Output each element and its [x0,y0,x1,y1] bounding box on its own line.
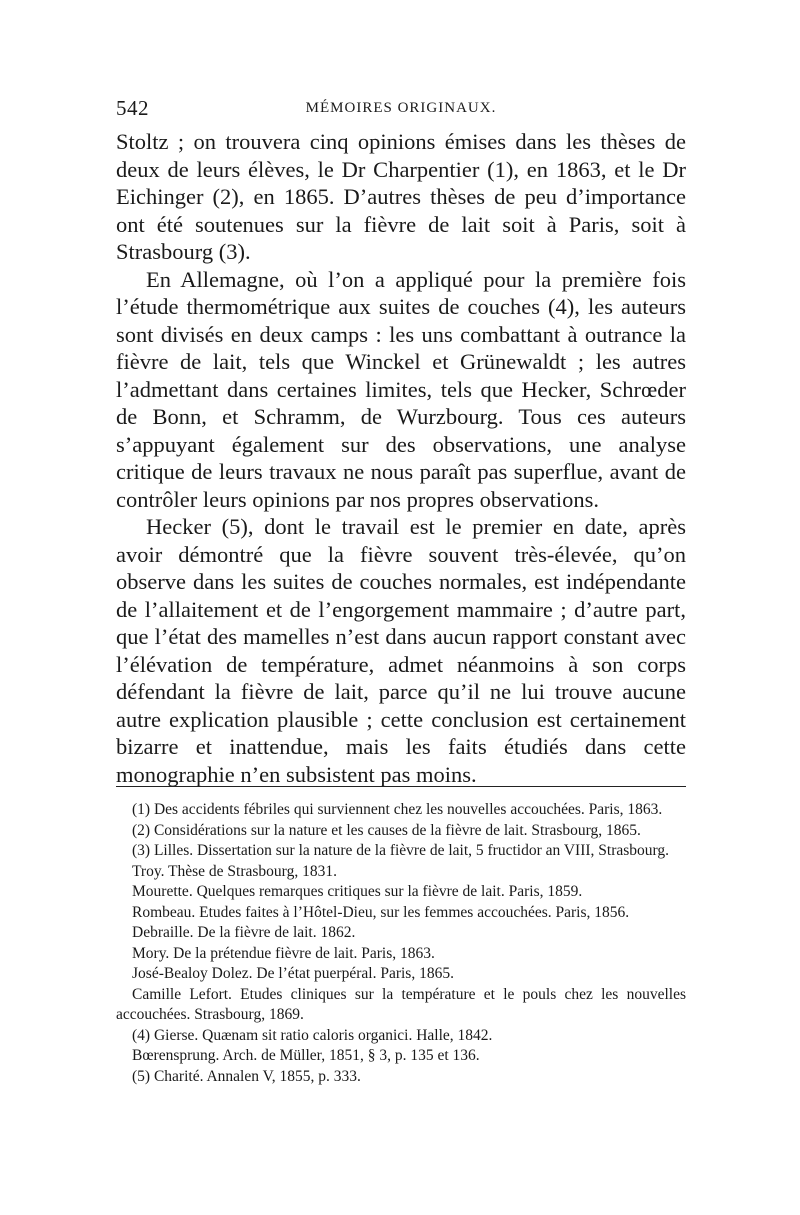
footnote: Mory. De la prétendue fièvre de lait. Paris, 1863. [132,944,435,962]
footnote: Troy. Thèse de Strasbourg, 1831. [132,862,337,880]
paragraph: Stoltz ; on trouvera cinq opinions émises dans les thèses de deux de leurs élèves, le Dr Charpentier (1), en 1863, et le Dr Eichinger (2), en 1865. D’autres thèses de peu d’importance ont été soutenues sur la fièvre de lait soit à Paris, soit à Strasbourg (3). [116,129,686,264]
page-number: 542 [116,96,149,120]
main-text [116,128,686,788]
footnotes [116,800,686,1087]
footnote: José-Bealoy Dolez. De l’état puerpéral. Paris, 1865. [132,965,454,982]
paragraph: Hecker (5), dont le travail est le premier en date, après avoir démontré que la fièvre souvent très-élevée, qu’on observe dans les suites de couches normales, est indépendante de l’allaitement et de l’engorgement mammaire ; d’autre part, que l’état des mamelles n’est dans aucun rapport constant avec l’élévation de température, admet néanmoins à son corps défendant la fièvre de lait, parce qu’il ne lui trouve aucune autre explication plausible ; cette conclusion est certainement bizarre et inattendue, mais les faits étudiés dans cette monographie n’en subsistent pas moins. [116,514,686,787]
footnote: Rombeau. Etudes faites à l’Hôtel-Dieu, sur les femmes accouchées. Paris, 1856. [132,903,630,921]
footnote: Bœrensprung. Arch. de Müller, 1851, § 3, p. 135 et 136. [132,1047,480,1064]
footnote: (4) Gierse. Quænam sit ratio caloris organici. Halle, 1842. [132,1026,493,1044]
running-head: MÉMOIRES ORIGINAUX. [305,100,497,116]
page-header [116,96,686,126]
footnote: (3) Lilles. Dissertation sur la nature de la fièvre de lait, 5 fructidor an VIII, Strasbourg. [132,842,670,859]
footnote-separator [116,786,686,787]
footnote: (5) Charité. Annalen V, 1855, p. 333. [132,1067,361,1085]
footnote: Debraille. De la fièvre de lait. 1862. [132,924,356,941]
paragraph: En Allemagne, où l’on a appliqué pour la première fois l’étude thermométrique aux suites de couches (4), les auteurs sont divisés en deux camps : les uns combattant à outrance la fièvre de lait, tels que Winckel et Grünewaldt ; les autres l’admettant dans certaines limites, tels que Hecker, Schrœder de Bonn, et Schramm, de Wurzbourg. Tous ces auteurs s’appuyant également sur des observations, une analyse critique de leurs travaux ne nous paraît pas superflue, avant de contrôler leurs opinions par nos propres observations. [116,266,686,512]
footnote: (1) Des accidents fébriles qui surviennent chez les nouvelles accouchées. Paris, 1863. [132,801,663,818]
footnote: (2) Considérations sur la nature et les causes de la fièvre de lait. Strasbourg, 1865. [132,821,641,839]
footnote: Camille Lefort. Etudes cliniques sur la température et le pouls chez les nouvelles accouchées. Strasbourg, 1869. [116,985,686,1023]
footnote: Mourette. Quelques remarques critiques sur la fièvre de lait. Paris, 1859. [132,883,583,900]
